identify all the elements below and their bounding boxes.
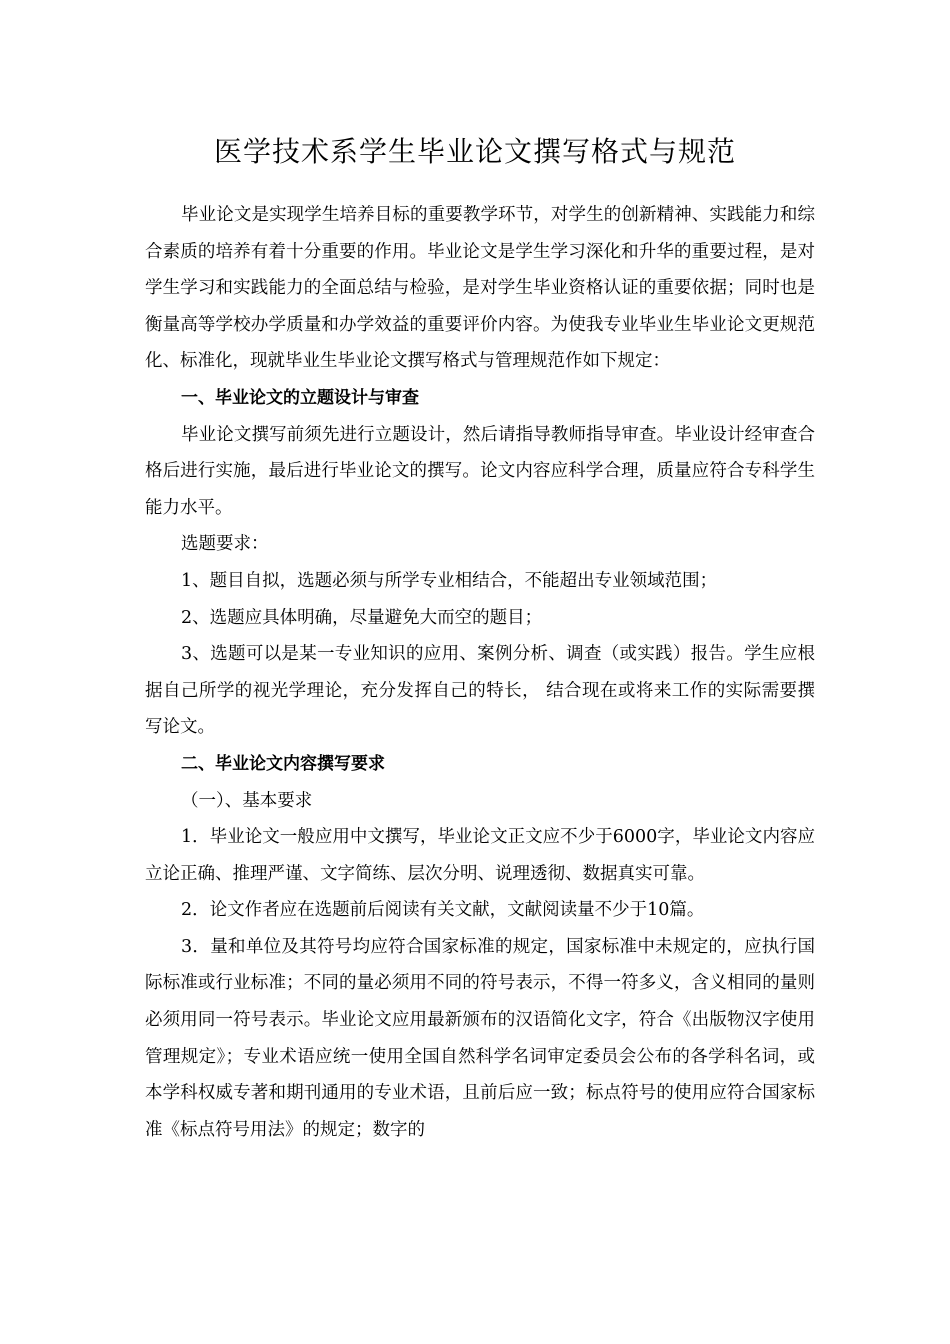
paragraph-topic-requirements: 选题要求： <box>181 534 269 555</box>
intro-paragraph: 毕业论文是实现学生培养目标的重要教学环节，对学生的创新精神、实践能力和综合素质的培养有着十分重要的作用。毕业论文是学生学习深化和升华的重要过程，是对学生学习和实践能力的全面总结与检验，是对学生毕业资格认证的重要依据；同时也是衡量高等学校办学质量和办学效益的重要评价内容。为使我专业毕业生毕业论文更规范化、标准化，现就毕业生毕业论文撰写格式与管理规范作如下规定： <box>145 205 815 372</box>
list-item-3: 3、选题可以是某一专业知识的应用、案例分析、调查（或实践）报告。学生应根据自己所学的视光学理论，充分发挥自己的特长， 结合现在或将来工作的实际需要撰写论文。 <box>145 644 815 738</box>
subsection-heading-basic: （一）、基本要求 <box>181 790 313 811</box>
list-item-1: 1、题目自拟，选题必须与所学专业相结合，不能超出专业领域范围； <box>181 570 718 591</box>
list-item-2: 2、选题应具体明确，尽量避免大而空的题目； <box>181 607 543 628</box>
page-title: 医学技术系学生毕业论文撰写格式与规范 <box>213 135 736 168</box>
requirement-item-2: 2．论文作者应在选题前后阅读有关文献，文献阅读量不少于10篇。 <box>181 900 705 921</box>
requirement-item-1: 1．毕业论文一般应用中文撰写，毕业论文正文应不少于6000字，毕业论文内容应立论正确、推理严谨、文字简练、层次分明、说理透彻、数据真实可靠。 <box>145 827 815 884</box>
document-body <box>145 197 815 1148</box>
section-heading-2: 二、毕业论文内容撰写要求 <box>181 753 385 774</box>
requirement-item-3: 3．量和单位及其符号均应符合国家标准的规定，国家标准中未规定的，应执行国际标准或行业标准；不同的量必须用不同的符号表示，不得一符多义，含义相同的量则必须用同一符号表示。毕业论文应用最新颁布的汉语简化文字，符合《出版物汉字使用管理规定》；专业术语应统一使用全国自然科学名词审定委员会公布的各学科名词，或本学科权威专著和期刊通用的专业术语，且前后应一致；标点符号的使用应符合国家标准《标点符号用法》的规定；数字的 <box>145 936 815 1140</box>
section-heading-1: 一、毕业论文的立题设计与审查 <box>181 387 419 408</box>
paragraph-topic-design: 毕业论文撰写前须先进行立题设计，然后请指导教师指导审查。毕业设计经审查合格后进行实施，最后进行毕业论文的撰写。论文内容应科学合理，质量应符合专科学生能力水平。 <box>145 424 815 518</box>
